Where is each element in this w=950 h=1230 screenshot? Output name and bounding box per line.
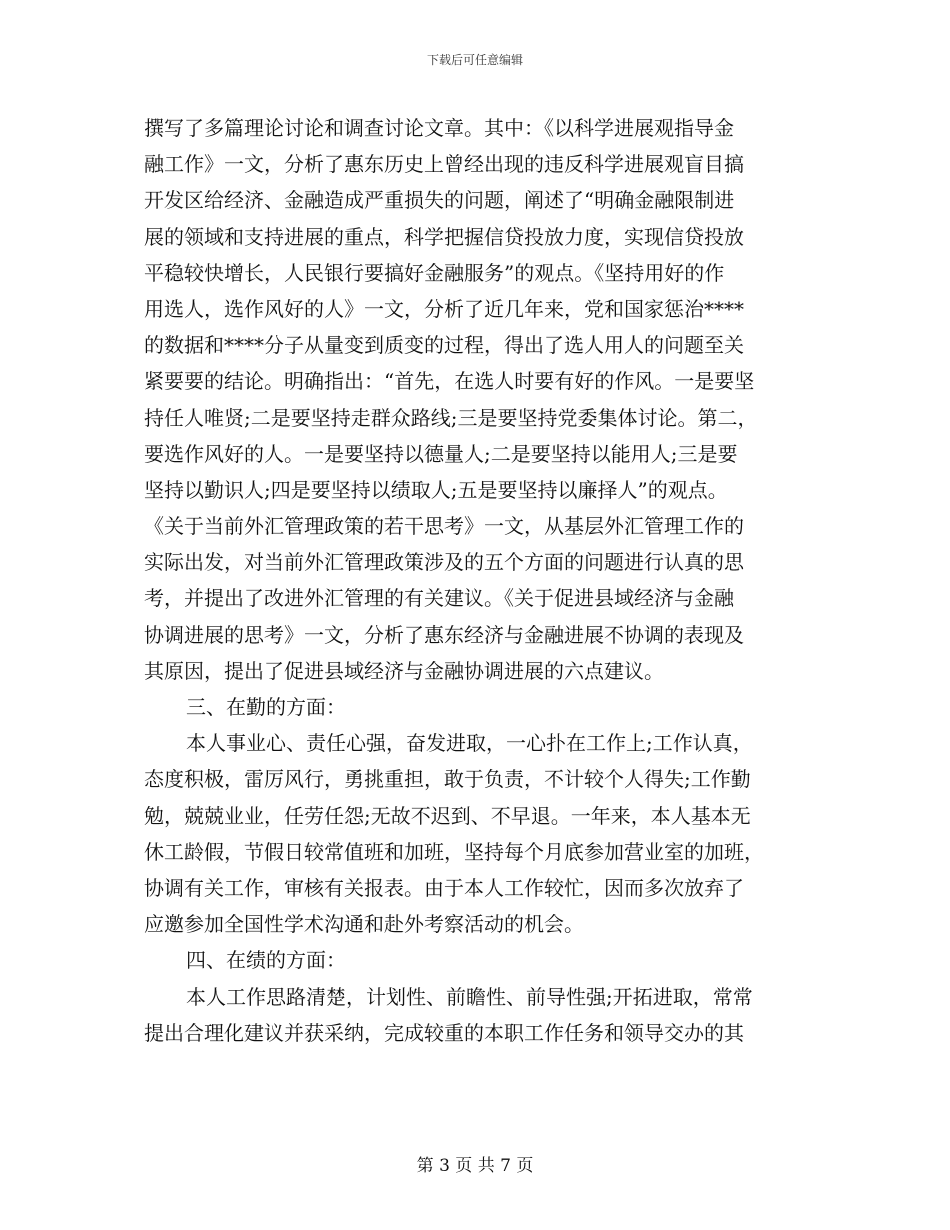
- text-line: 的数据和****分子从量变到质变的过程，得出了选人用人的问题至关: [144, 333, 744, 358]
- text-line: 持任人唯贤;二是要坚持走群众路线;三是要坚持党委集体讨论。第二，: [144, 405, 758, 430]
- page-header: 下载后可任意编辑: [426, 53, 523, 67]
- section-heading: 三、在勤的方面：: [186, 695, 346, 719]
- text-line: 坚持以勤识人;四是要坚持以绩取人;五是要坚持以廉择人”的观点。: [144, 477, 728, 502]
- text-line: 提出合理化建议并获采纳，完成较重的本职工作任务和领导交办的其: [144, 1020, 744, 1045]
- text-line: 展的领域和支持进展的重点，科学把握信贷投放力度，实现信贷投放: [144, 224, 744, 249]
- text-line: 实际出发，对当前外汇管理政策涉及的五个方面的问题进行认真的思: [144, 550, 744, 575]
- text-line: 要选作风好的人。一是要坚持以德量人;二是要坚持以能用人;三是要: [144, 441, 738, 466]
- text-line: 开发区给经济、金融造成严重损失的问题，阐述了“明确金融限制进: [144, 188, 735, 213]
- text-line: 撰写了多篇理论讨论和调查讨论文章。其中：《以科学进展观指导金: [144, 116, 734, 140]
- text-line: 应邀参加全国性学术沟通和赴外考察活动的机会。: [144, 912, 584, 937]
- text-line: 其原因，提出了促进县域经济与金融协调进展的六点建议。: [144, 658, 664, 683]
- text-line: 紧要要的结论。明确指出：“首先，在选人时要有好的作风。一是要坚: [144, 369, 755, 394]
- text-line: 本人工作思路清楚，计划性、前瞻性、前导性强;开拓进取，常常: [186, 984, 753, 1009]
- text-line: 融工作》一文，分析了惠东历史上曾经出现的违反科学进展观盲目搞: [144, 152, 744, 177]
- text-line: 本人事业心、责任心强，奋发进取，一心扑在工作上;工作认真，: [186, 731, 753, 756]
- text-line: 用选人，选作风好的人》一文，分析了近几年来，党和国家惩治****: [144, 296, 744, 321]
- text-line: 协调进展的思考》一文，分析了惠东经济与金融进展不协调的表现及: [144, 622, 744, 647]
- text-line: 协调有关工作，审核有关报表。由于本人工作较忙，因而多次放弃了: [144, 875, 744, 900]
- text-line: 平稳较快增长，人民银行要搞好金融服务”的观点。《坚持用好的作: [144, 260, 725, 285]
- text-line: 态度积极，雷厉风行，勇挑重担，敢于负责，不计较个人得失;工作勤: [144, 767, 751, 792]
- document-body: [144, 110, 808, 1051]
- text-line: 考，并提出了改进外汇管理的有关建议。《关于促进县域经济与金融: [144, 586, 734, 611]
- section-heading: 四、在绩的方面：: [186, 948, 346, 973]
- text-line: 勉，兢兢业业，任劳任怨;无故不迟到、不早退。一年来，本人基本无: [144, 803, 751, 828]
- text-line: 《关于当前外汇管理政策的若干思考》一文，从基层外汇管理工作的: [144, 514, 744, 539]
- page-footer: 第 3 页 共 7 页: [416, 1156, 534, 1176]
- text-line: 休工龄假，节假日较常值班和加班，坚持每个月底参加营业室的加班，: [144, 839, 764, 864]
